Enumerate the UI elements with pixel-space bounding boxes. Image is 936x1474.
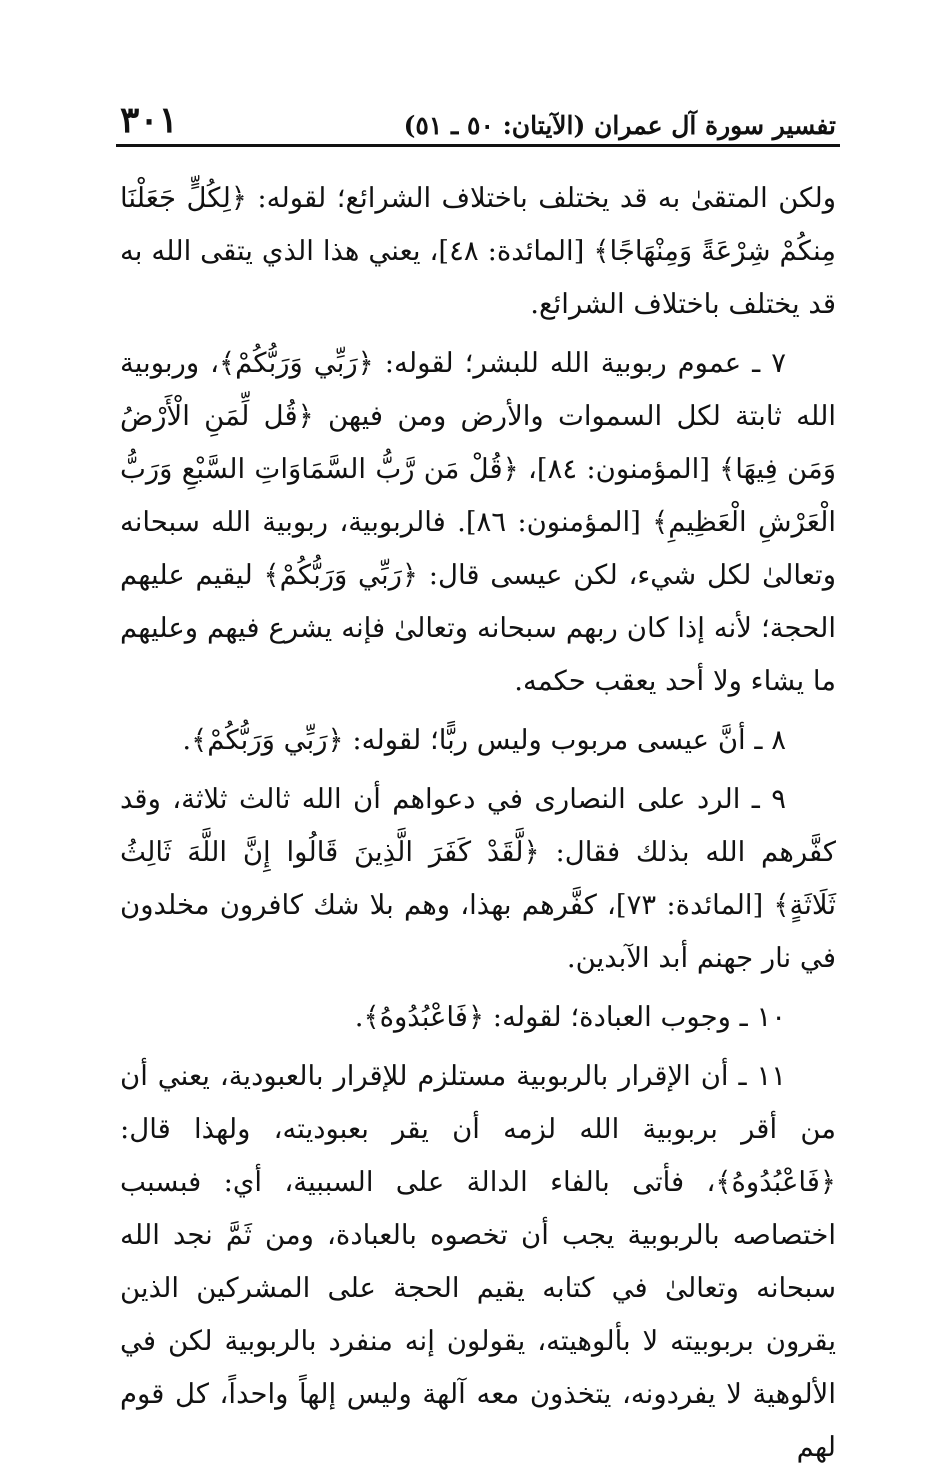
running-head: تفسير سورة آل عمران (الآيتان: ٥٠ ـ ٥١) bbox=[403, 111, 836, 140]
paragraph-point-8: ٨ ـ أنَّ عيسى مربوب وليس ربًّا؛ لقوله: ﴿رَبِّي وَرَبُّكُمْ﴾. bbox=[182, 724, 786, 756]
paragraph-point-11: ١١ ـ أن الإقرار بالربوبية مستلزم للإقرار بالعبودية، يعني أن من أقر بربوبية الله لزمه أن يقر بعبوديته، ولهذا قال: ﴿فَاعْبُدُوهُ﴾، فأتى بالفاء الدالة على السببية، أي: فبسبب اختصاصه بالربوبية يجب أن تخصوه بالعبادة، ومن ثَمَّ نجد الله سبحانه وتعالىٰ في كتابه يقيم الحجة على المشركين الذين يقرون بربوبيته لا بألوهيته، يقولون إنه منفرد بالربوبية لكن في الألوهية لا يفردونه، يتخذون معه آلهة وليس إلهاً واحداً، كل قوم لهم bbox=[120, 1060, 836, 1463]
paragraph-point-9: ٩ ـ الرد على النصارى في دعواهم أن الله ثالث ثلاثة، وقد كفَّرهم الله بذلك فقال: ﴿لَّقَدْ كَفَرَ الَّذِينَ قَالُوا إِنَّ اللَّهَ ثَالِثُ ثَلَاثَةٍ﴾ [المائدة: ٧٣]، كفَّرهم بهذا، وهم بلا شك كافرون مخلدون في نار جهنم أبد الآبدين. bbox=[120, 783, 836, 974]
page-number: ٣٠١ bbox=[120, 99, 179, 141]
paragraph-point-10: ١٠ ـ وجوب العبادة؛ لقوله: ﴿فَاعْبُدُوهُ﴾. bbox=[354, 1001, 786, 1033]
page-body bbox=[120, 172, 836, 1474]
header-rule bbox=[116, 144, 840, 147]
page-header bbox=[120, 92, 836, 141]
paragraph-point-7: ٧ ـ عموم ربوبية الله للبشر؛ لقوله: ﴿رَبِّي وَرَبُّكُمْ﴾، وربوبية الله ثابتة لكل السموات والأرض ومن فيهن ﴿قُل لِّمَنِ الْأَرْضُ وَمَن فِيهَا﴾ [المؤمنون: ٨٤]، ﴿قُلْ مَن رَّبُّ السَّمَاوَاتِ السَّبْعِ وَرَبُّ الْعَرْشِ الْعَظِيمِ﴾ [المؤمنون: ٨٦]. فالربوبية، ربوبية الله سبحانه وتعالىٰ لكل شيء، لكن عيسى قال: ﴿رَبِّي وَرَبُّكُمْ﴾ ليقيم عليهم الحجة؛ لأنه إذا كان ربهم سبحانه وتعالىٰ فإنه يشرع فيهم وعليهم ما يشاء ولا أحد يعقب حكمه. bbox=[120, 347, 836, 697]
paragraph-continuation: ولكن المتقىٰ به قد يختلف باختلاف الشرائع؛ لقوله: ﴿لِكُلٍّ جَعَلْنَا مِنكُمْ شِرْعَةً وَمِنْهَاجًا﴾ [المائدة: ٤٨]، يعني هذا الذي يتقى الله به قد يختلف باختلاف الشرائع. bbox=[120, 182, 836, 320]
